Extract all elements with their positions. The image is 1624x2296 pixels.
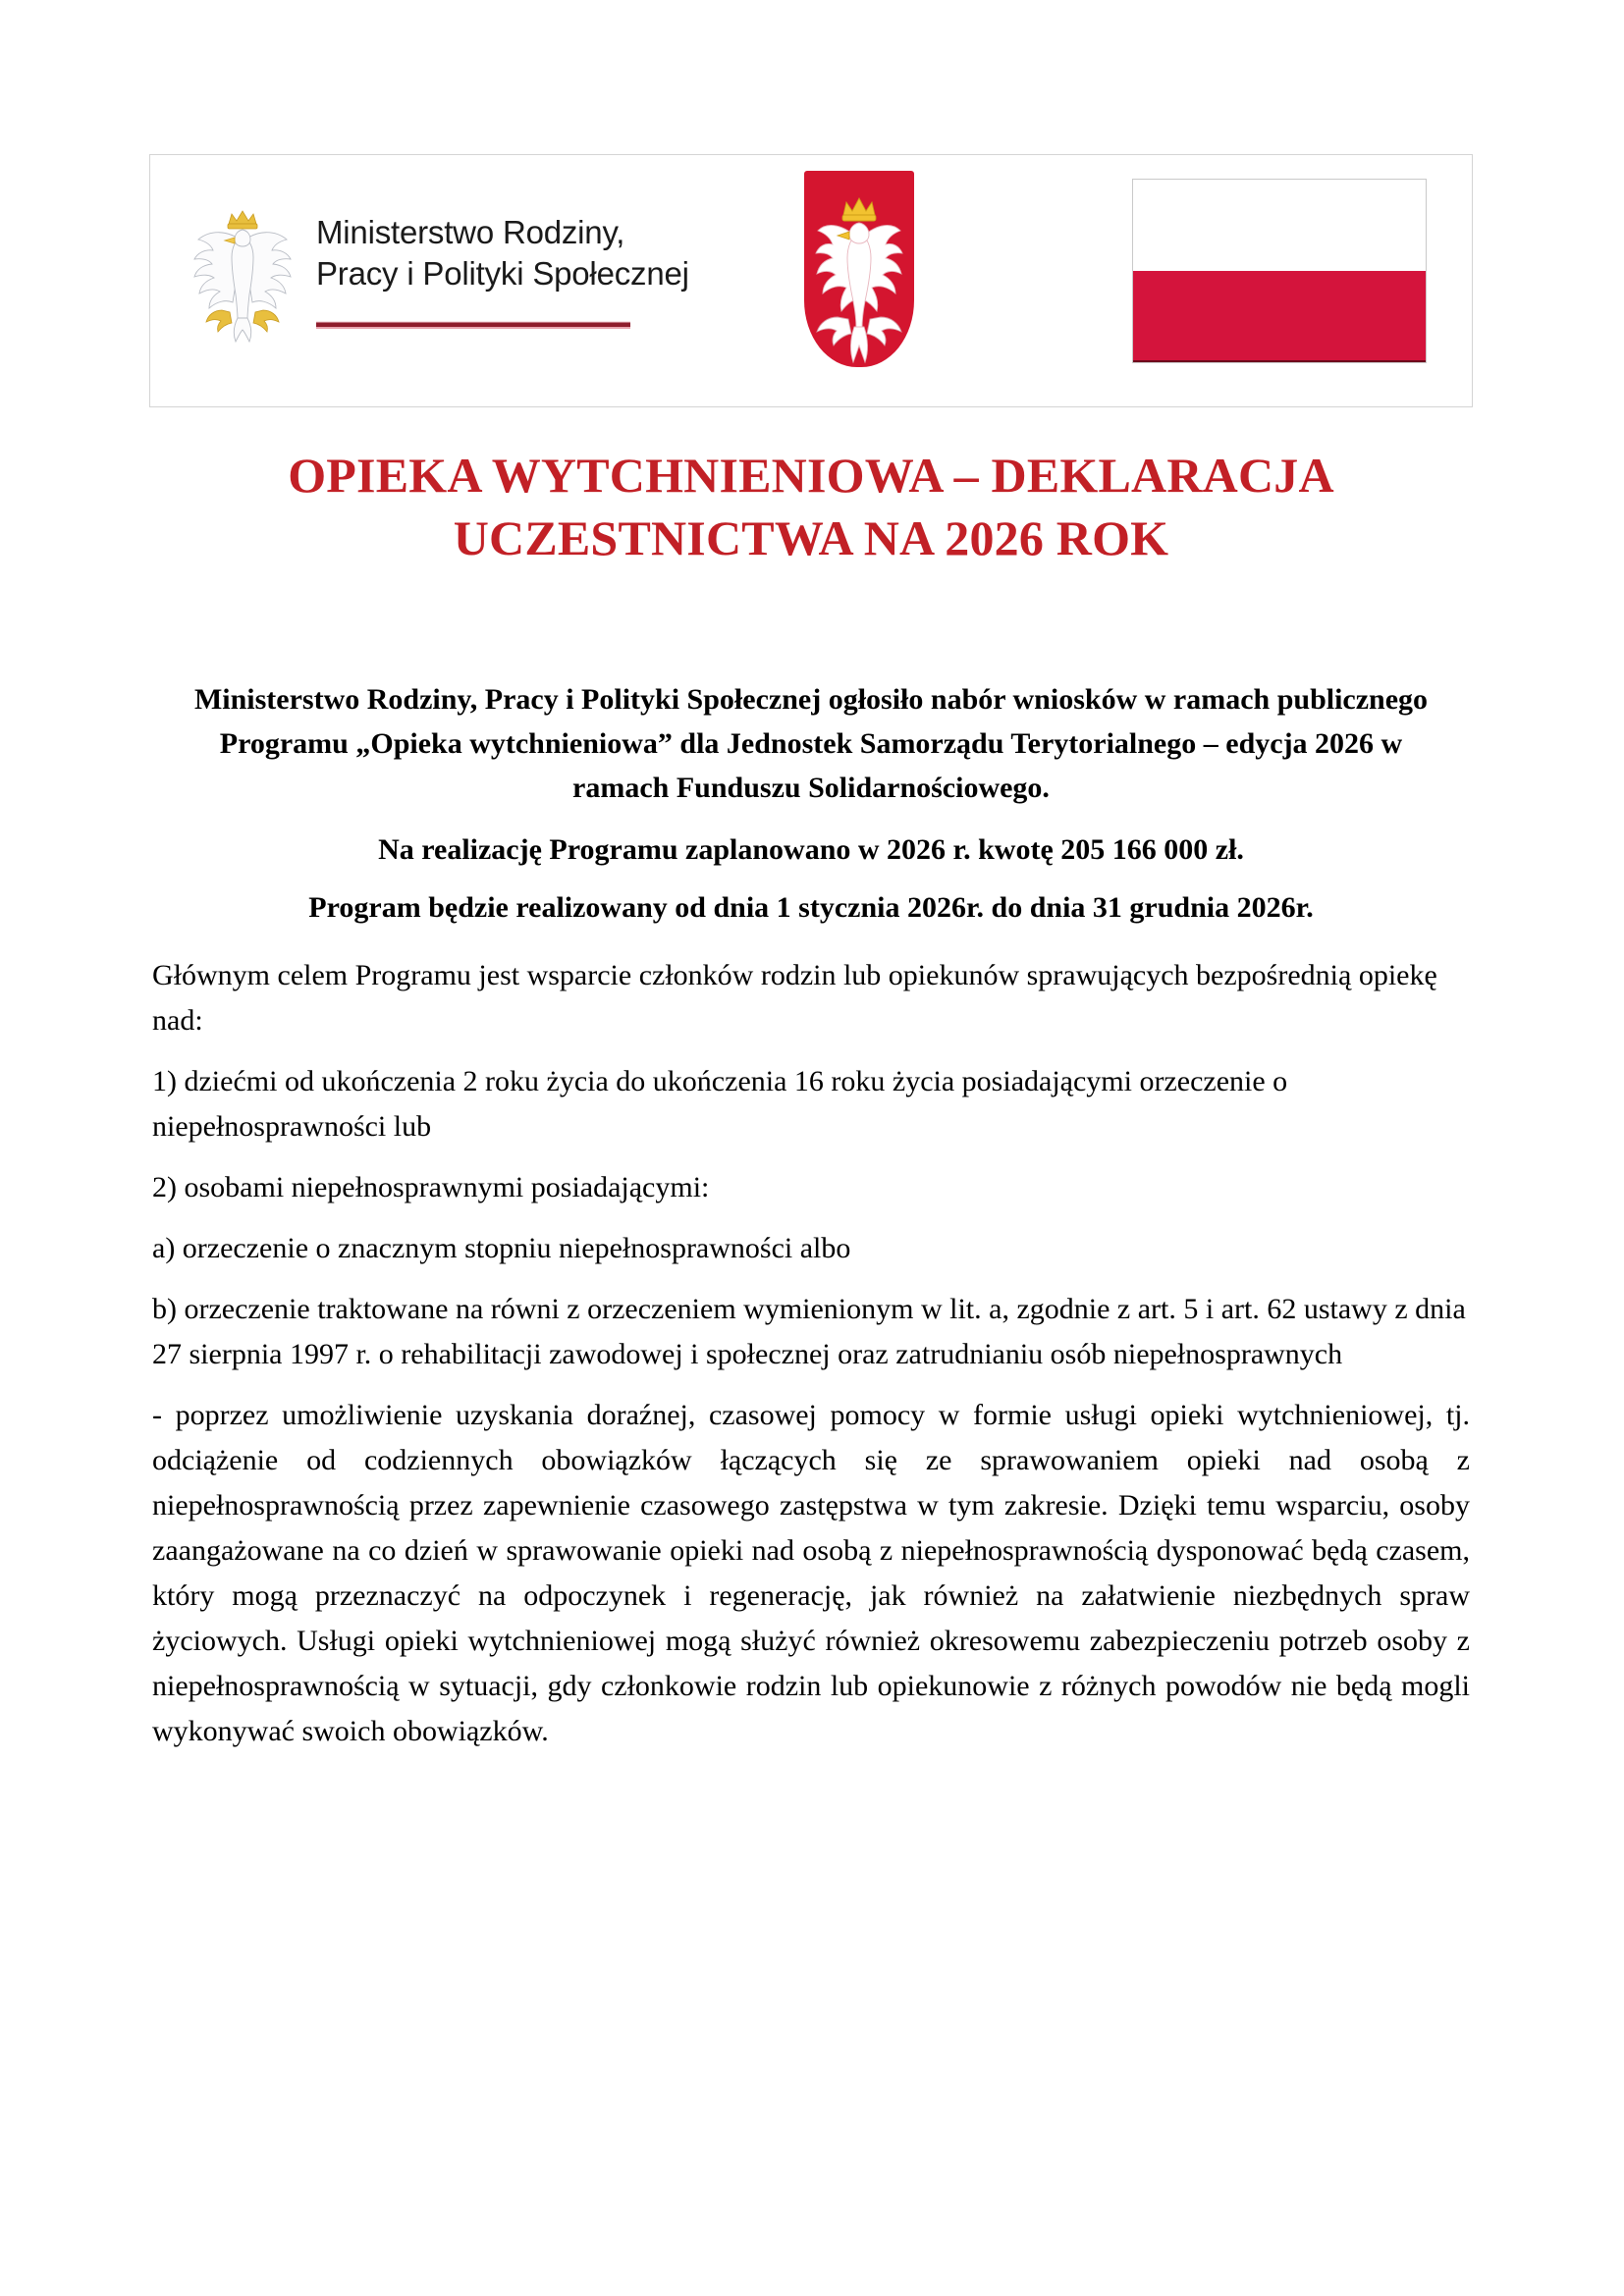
ministry-logo — [185, 194, 793, 371]
polish-flag-icon — [1132, 179, 1427, 363]
list-item-1: 1) dziećmi od ukończenia 2 roku życia do ukończenia 16 roku życia posiadającymi orzeczenie o niepełnosprawności lub — [152, 1065, 1288, 1143]
header-banner — [149, 154, 1473, 407]
flag-white-stripe — [1133, 180, 1426, 271]
list-item-2a: a) orzeczenie o znacznym stopniu niepełnosprawności albo — [152, 1232, 851, 1264]
ministry-logo-line2: Pracy i Polityki Społecznej — [316, 255, 689, 292]
polish-coat-of-arms-icon — [804, 171, 914, 385]
budget-line: Na realizację Programu zaplanowano w 2026 r. kwotę 205 166 000 zł. — [378, 833, 1244, 866]
page-title — [149, 444, 1473, 569]
list-item-2: 2) osobami niepełnosprawnymi posiadającymi: — [152, 1171, 710, 1203]
ministry-eagle-icon — [185, 200, 300, 347]
page-title-line2: UCZESTNICTWA NA 2026 ROK — [453, 510, 1169, 565]
list-item-2b: b) orzeczenie traktowane na równi z orzeczeniem wymienionym w lit. a, zgodnie z art. 5 i art. 62 ustawy z dnia 27 sierpnia 1997 r. o rehabilitacji zawodowej i społecznej oraz zatrudnianiu osób niepełnosprawnych — [152, 1293, 1466, 1370]
intro-paragraph: Ministerstwo Rodziny, Pracy i Polityki Społecznej ogłosiło nabór wniosków w ramach publicznego Programu „Opieka wytchnieniowa” dla Jednostek Samorządu Terytorialnego – edycja 2026 w ramach Funduszu Solidarnościowego. — [193, 683, 1429, 804]
page-title-line1: OPIEKA WYTCHNIENIOWA – DEKLARACJA — [288, 448, 1334, 503]
goal-intro-paragraph: Głównym celem Programu jest wsparcie członków rodzin lub opiekunów sprawujących bezpośrednią opiekę nad: — [152, 959, 1437, 1037]
flag-red-stripe — [1133, 271, 1426, 362]
period-line: Program będzie realizowany od dnia 1 stycznia 2026r. do dnia 31 grudnia 2026r. — [308, 891, 1314, 924]
document-body — [152, 677, 1470, 1754]
ministry-logo-accent-rule — [316, 320, 630, 329]
closing-paragraph: - poprzez umożliwienie uzyskania doraźnej, czasowej pomocy w formie usługi opieki wytchnieniowej, tj. odciążenie od codziennych obowiązków łączących się ze sprawowaniem opieki nad osobą z niepełnosprawnością przez zapewnienie czasowego zastępstwa w tym zakresie. Dzięki temu wsparciu, osoby zaangażowane na co dzień w sprawowanie opieki nad osobą z niepełnosprawnością dysponować będą czasem, który mogą przeznaczyć na odpoczynek i regenerację, jak również na załatwienie niezbędnych spraw życiowych. Usługi opieki wytchnieniowej mogą służyć również okresowemu zabezpieczeniu potrzeb osoby z niepełnosprawnością w sytuacji, gdy członkowie rodzin lub opiekunowie z różnych powodów nie będą mogli wykonywać swoich obowiązków. — [152, 1399, 1470, 1747]
ministry-logo-line1: Ministerstwo Rodziny, — [316, 214, 625, 250]
